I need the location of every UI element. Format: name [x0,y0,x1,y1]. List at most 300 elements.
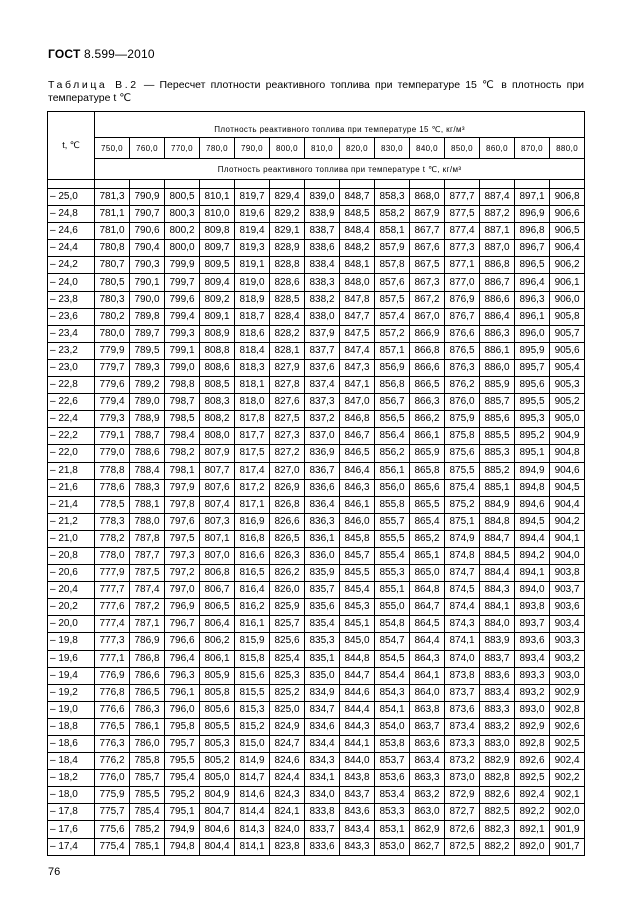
density-cell: 805,2 [200,753,235,770]
density-cell: 906,1 [550,274,585,291]
density-cell: 895,1 [515,445,550,462]
density-cell: 778,2 [95,530,130,547]
density-cell: 808,8 [200,342,235,359]
density-cell: 800,0 [165,240,200,257]
density-cell: 892,8 [515,736,550,753]
density-cell: 788,1 [130,496,165,513]
density-cell: 797,2 [165,565,200,582]
density-cell: 815,6 [235,667,270,684]
temperature-cell: – 24,0 [48,274,95,291]
table-row [48,838,585,855]
density-cell: 797,3 [165,547,200,564]
density-cell: 865,6 [410,479,445,496]
temperature-cell: – 19,2 [48,684,95,701]
density-cell: 818,6 [235,325,270,342]
density-cell: 833,7 [305,821,340,838]
density-cell: 906,5 [550,223,585,240]
density-cell: 789,8 [130,308,165,325]
density-cell: 824,0 [270,821,305,838]
density-cell: 798,5 [165,411,200,428]
density-cell: 886,1 [480,342,515,359]
density-cell: 809,8 [200,223,235,240]
density-cell: 857,8 [375,257,410,274]
density-column-header: 800,0 [270,138,305,159]
density-cell: 893,8 [515,599,550,616]
density-cell: 780,3 [95,291,130,308]
density-cell: 854,3 [375,684,410,701]
density-cell: 819,0 [235,274,270,291]
temperature-cell: – 21,8 [48,462,95,479]
density-cell: 855,7 [375,513,410,530]
density-cell: 827,0 [270,462,305,479]
density-cell: 847,4 [340,342,375,359]
density-cell: 826,0 [270,582,305,599]
density-cell: 844,6 [340,684,375,701]
density-table-container [47,111,584,856]
density-cell: 796,9 [165,599,200,616]
table-row [48,257,585,274]
density-cell: 854,5 [375,650,410,667]
density-cell: 814,1 [235,838,270,855]
density-cell: 884,4 [480,565,515,582]
density-cell: 866,9 [410,325,445,342]
density-cell: 786,0 [130,736,165,753]
header-spacer [48,180,585,189]
density-cell: 816,4 [235,582,270,599]
temperature-cell: – 24,4 [48,240,95,257]
density-cell: 829,1 [270,223,305,240]
density-cell: 864,3 [410,650,445,667]
density-cell: 806,7 [200,582,235,599]
density-cell: 787,1 [130,616,165,633]
density-cell: 867,2 [410,291,445,308]
density-cell: 853,3 [375,804,410,821]
density-cell: 815,9 [235,633,270,650]
density-cell: 863,0 [410,804,445,821]
density-cell: 825,2 [270,684,305,701]
density-cell: 797,5 [165,530,200,547]
density-cell: 883,3 [480,701,515,718]
density-cell: 797,0 [165,582,200,599]
density-cell: 837,2 [305,411,340,428]
table-row [48,291,585,308]
density-cell: 814,3 [235,821,270,838]
density-cell: 882,3 [480,821,515,838]
temperature-cell: – 23,2 [48,342,95,359]
density-cell: 863,2 [410,787,445,804]
density-cell: 825,4 [270,650,305,667]
density-cell: 883,9 [480,633,515,650]
density-t-header: Плотность реактивного топлива при температуре t ℃, кг/м³ [95,159,585,180]
density-cell: 814,6 [235,787,270,804]
density-cell: 887,0 [480,240,515,257]
density-cell: 827,6 [270,394,305,411]
density-cell: 827,2 [270,445,305,462]
density-cell: 824,9 [270,718,305,735]
density-cell: 885,2 [480,462,515,479]
density-cell: 815,3 [235,701,270,718]
density-cell: 896,8 [515,223,550,240]
density-cell: 829,4 [270,189,305,206]
temperature-cell: – 19,0 [48,701,95,718]
density-cell: 855,0 [375,599,410,616]
density-cell: 902,2 [550,770,585,787]
density-cell: 876,5 [445,342,480,359]
density-cell: 844,7 [340,667,375,684]
density-cell: 843,6 [340,804,375,821]
document-header [48,47,155,61]
density-cell: 828,1 [270,342,305,359]
density-cell: 833,6 [305,838,340,855]
density-cell: 864,8 [410,582,445,599]
density-cell: 809,2 [200,291,235,308]
table-row [48,650,585,667]
density-cell: 826,8 [270,496,305,513]
density-cell: 775,4 [95,838,130,855]
density-cell: 834,7 [305,701,340,718]
density-cell: 883,6 [480,667,515,684]
density-cell: 827,8 [270,377,305,394]
density-cell: 836,4 [305,496,340,513]
temperature-cell: – 19,8 [48,633,95,650]
density-cell: 877,0 [445,274,480,291]
density-cell: 858,1 [375,223,410,240]
density-cell: 873,4 [445,718,480,735]
density-cell: 894,4 [515,530,550,547]
density-cell: 815,5 [235,684,270,701]
density-cell: 825,9 [270,599,305,616]
density-cell: 819,4 [235,223,270,240]
temperature-cell: – 21,0 [48,530,95,547]
density-cell: 816,9 [235,513,270,530]
density-cell: 893,0 [515,701,550,718]
density-cell: 808,2 [200,411,235,428]
density-cell: 786,6 [130,667,165,684]
density-cell: 775,6 [95,821,130,838]
density-cell: 790,4 [130,240,165,257]
density-cell: 824,7 [270,736,305,753]
density-cell: 866,1 [410,428,445,445]
density-cell: 886,7 [480,274,515,291]
density-cell: 809,5 [200,257,235,274]
density-cell: 863,6 [410,736,445,753]
density-column-header: 820,0 [340,138,375,159]
density-cell: 824,6 [270,753,305,770]
density-cell: 853,8 [375,736,410,753]
density-cell: 836,9 [305,445,340,462]
density-cell: 798,1 [165,462,200,479]
density-cell: 780,2 [95,308,130,325]
density-cell: 795,5 [165,753,200,770]
density-cell: 779,3 [95,411,130,428]
density-cell: 906,2 [550,257,585,274]
density-cell: 789,5 [130,342,165,359]
density-cell: 895,2 [515,428,550,445]
density-cell: 876,2 [445,377,480,394]
table-row [48,736,585,753]
density-cell: 828,6 [270,274,305,291]
density-cell: 887,2 [480,206,515,223]
density-cell: 894,1 [515,565,550,582]
density-cell: 805,5 [200,718,235,735]
density-cell: 848,5 [340,206,375,223]
temperature-cell: – 18,6 [48,736,95,753]
density-cell: 856,4 [375,428,410,445]
density-column-header: 840,0 [410,138,445,159]
density-cell: 843,7 [340,787,375,804]
density-cell: 824,4 [270,770,305,787]
density-cell: 819,1 [235,257,270,274]
density-cell: 776,6 [95,701,130,718]
density-cell: 857,5 [375,291,410,308]
density-cell: 905,2 [550,394,585,411]
density-cell: 894,2 [515,547,550,564]
density-cell: 892,5 [515,770,550,787]
table-row [48,718,585,735]
density-cell: 905,0 [550,411,585,428]
density-cell: 807,1 [200,530,235,547]
temperature-cell: – 19,4 [48,667,95,684]
density-cell: 894,0 [515,582,550,599]
density-cell: 867,9 [410,206,445,223]
density-cell: 897,1 [515,189,550,206]
density-cell: 864,1 [410,667,445,684]
density-cell: 834,0 [305,787,340,804]
density-cell: 838,3 [305,274,340,291]
table-row [48,684,585,701]
density-cell: 790,9 [130,189,165,206]
density-cell: 874,1 [445,633,480,650]
density-cell: 848,2 [340,240,375,257]
density-cell: 777,9 [95,565,130,582]
density-cell: 854,8 [375,616,410,633]
density-column-header: 880,0 [550,138,585,159]
table-row [48,667,585,684]
density-cell: 877,5 [445,206,480,223]
density-cell: 790,3 [130,257,165,274]
density-cell: 853,6 [375,770,410,787]
density-cell: 857,2 [375,325,410,342]
density-cell: 778,0 [95,547,130,564]
density-cell: 845,4 [340,582,375,599]
density-cell: 846,0 [340,513,375,530]
density-cell: 795,8 [165,718,200,735]
density-cell: 794,9 [165,821,200,838]
density-cell: 786,9 [130,633,165,650]
density-cell: 805,3 [200,736,235,753]
density-cell: 837,3 [305,394,340,411]
density-cell: 853,1 [375,821,410,838]
density-cell: 844,4 [340,701,375,718]
density-cell: 896,9 [515,206,550,223]
density-cell: 829,2 [270,206,305,223]
density-cell: 789,7 [130,325,165,342]
density-cell: 882,2 [480,838,515,855]
density-cell: 893,3 [515,667,550,684]
table-row [48,513,585,530]
table-row [48,428,585,445]
density-cell: 800,5 [165,189,200,206]
density-column-header: 770,0 [165,138,200,159]
density-column-header: 750,0 [95,138,130,159]
density-column-header: 870,0 [515,138,550,159]
table-row [48,189,585,206]
density-cell: 835,0 [305,667,340,684]
density-cell: 781,0 [95,223,130,240]
density-cell: 903,8 [550,565,585,582]
density-cell: 867,0 [410,308,445,325]
temperature-cell: – 22,8 [48,377,95,394]
table-row [48,240,585,257]
density-cell: 785,5 [130,787,165,804]
density-cell: 818,7 [235,308,270,325]
density-cell: 789,3 [130,359,165,376]
density-cell: 847,0 [340,394,375,411]
density-cell: 790,1 [130,274,165,291]
density-cell: 892,4 [515,787,550,804]
density-cell: 904,8 [550,445,585,462]
density-cell: 816,1 [235,616,270,633]
density-cell: 846,4 [340,462,375,479]
density-cell: 866,2 [410,411,445,428]
density-cell: 892,1 [515,821,550,838]
table-body [48,189,585,856]
density-cell: 808,5 [200,377,235,394]
density-cell: 799,9 [165,257,200,274]
table-row [48,582,585,599]
density-cell: 777,4 [95,616,130,633]
density-column-header: 830,0 [375,138,410,159]
density-cell: 795,7 [165,736,200,753]
density-cell: 781,3 [95,189,130,206]
density-cell: 906,8 [550,189,585,206]
density-cell: 856,8 [375,377,410,394]
density-cell: 776,0 [95,770,130,787]
density-cell: 904,9 [550,428,585,445]
density-cell: 884,0 [480,616,515,633]
density-cell: 776,9 [95,667,130,684]
density-cell: 905,7 [550,325,585,342]
density-cell: 798,2 [165,445,200,462]
density-cell: 809,1 [200,308,235,325]
density-cell: 848,4 [340,223,375,240]
density-cell: 790,0 [130,291,165,308]
density-cell: 844,3 [340,718,375,735]
density-cell: 875,6 [445,445,480,462]
table-row [48,599,585,616]
density-cell: 815,0 [235,736,270,753]
density-cell: 853,4 [375,787,410,804]
density-cell: 854,7 [375,633,410,650]
density-cell: 819,6 [235,206,270,223]
table-row [48,359,585,376]
density-cell: 827,9 [270,359,305,376]
density-cell: 836,6 [305,479,340,496]
density-column-header: 790,0 [235,138,270,159]
density-cell: 848,7 [340,189,375,206]
density-cell: 885,3 [480,445,515,462]
density-cell: 818,9 [235,291,270,308]
density-cell: 904,2 [550,513,585,530]
density-cell: 867,3 [410,274,445,291]
density-cell: 788,7 [130,428,165,445]
temperature-cell: – 22,6 [48,394,95,411]
density-cell: 778,3 [95,513,130,530]
density-cell: 779,1 [95,428,130,445]
density-cell: 875,1 [445,513,480,530]
density-cell: 857,1 [375,342,410,359]
density-cell: 856,2 [375,445,410,462]
density-cell: 874,3 [445,616,480,633]
density-cell: 824,3 [270,787,305,804]
density-cell: 814,9 [235,753,270,770]
temperature-cell: – 19,6 [48,650,95,667]
density-cell: 777,6 [95,599,130,616]
density-cell: 906,4 [550,240,585,257]
density-cell: 903,3 [550,633,585,650]
density-cell: 874,4 [445,599,480,616]
density-cell: 827,3 [270,428,305,445]
table-row [48,394,585,411]
density-cell: 902,4 [550,753,585,770]
density-cell: 785,4 [130,804,165,821]
density-cell: 790,6 [130,223,165,240]
density-cell: 843,8 [340,770,375,787]
density-cell: 836,3 [305,513,340,530]
density-cell: 847,7 [340,308,375,325]
density-cell: 804,7 [200,804,235,821]
density-cell: 901,7 [550,838,585,855]
temperature-cell: – 22,2 [48,428,95,445]
table-row [48,701,585,718]
table-row [48,462,585,479]
density-cell: 902,8 [550,701,585,718]
density-cell: 894,9 [515,462,550,479]
density-cell: 853,0 [375,838,410,855]
density-cell: 817,8 [235,411,270,428]
temperature-cell: – 20,4 [48,582,95,599]
density-cell: 865,8 [410,462,445,479]
density-cell: 893,7 [515,616,550,633]
density-cell: 873,8 [445,667,480,684]
density-cell: 777,7 [95,582,130,599]
density-cell: 828,9 [270,240,305,257]
density-cell: 873,6 [445,701,480,718]
density-cell: 786,8 [130,650,165,667]
density-cell: 816,8 [235,530,270,547]
density-cell: 779,4 [95,394,130,411]
density-cell: 817,2 [235,479,270,496]
density-cell: 786,1 [130,718,165,735]
density-cell: 781,1 [95,206,130,223]
density-cell: 867,7 [410,223,445,240]
density-cell: 884,1 [480,599,515,616]
density-cell: 847,1 [340,377,375,394]
density-cell: 893,2 [515,684,550,701]
density-cell: 848,0 [340,274,375,291]
density-cell: 817,5 [235,445,270,462]
density-cell: 902,6 [550,718,585,735]
density-cell: 876,3 [445,359,480,376]
density-cell: 876,6 [445,325,480,342]
page-number: 76 [48,866,61,878]
density-cell: 843,4 [340,821,375,838]
density-cell: 847,3 [340,359,375,376]
density-cell: 836,0 [305,547,340,564]
density-column-header: 810,0 [305,138,340,159]
density-cell: 780,7 [95,257,130,274]
density-cell: 846,5 [340,445,375,462]
